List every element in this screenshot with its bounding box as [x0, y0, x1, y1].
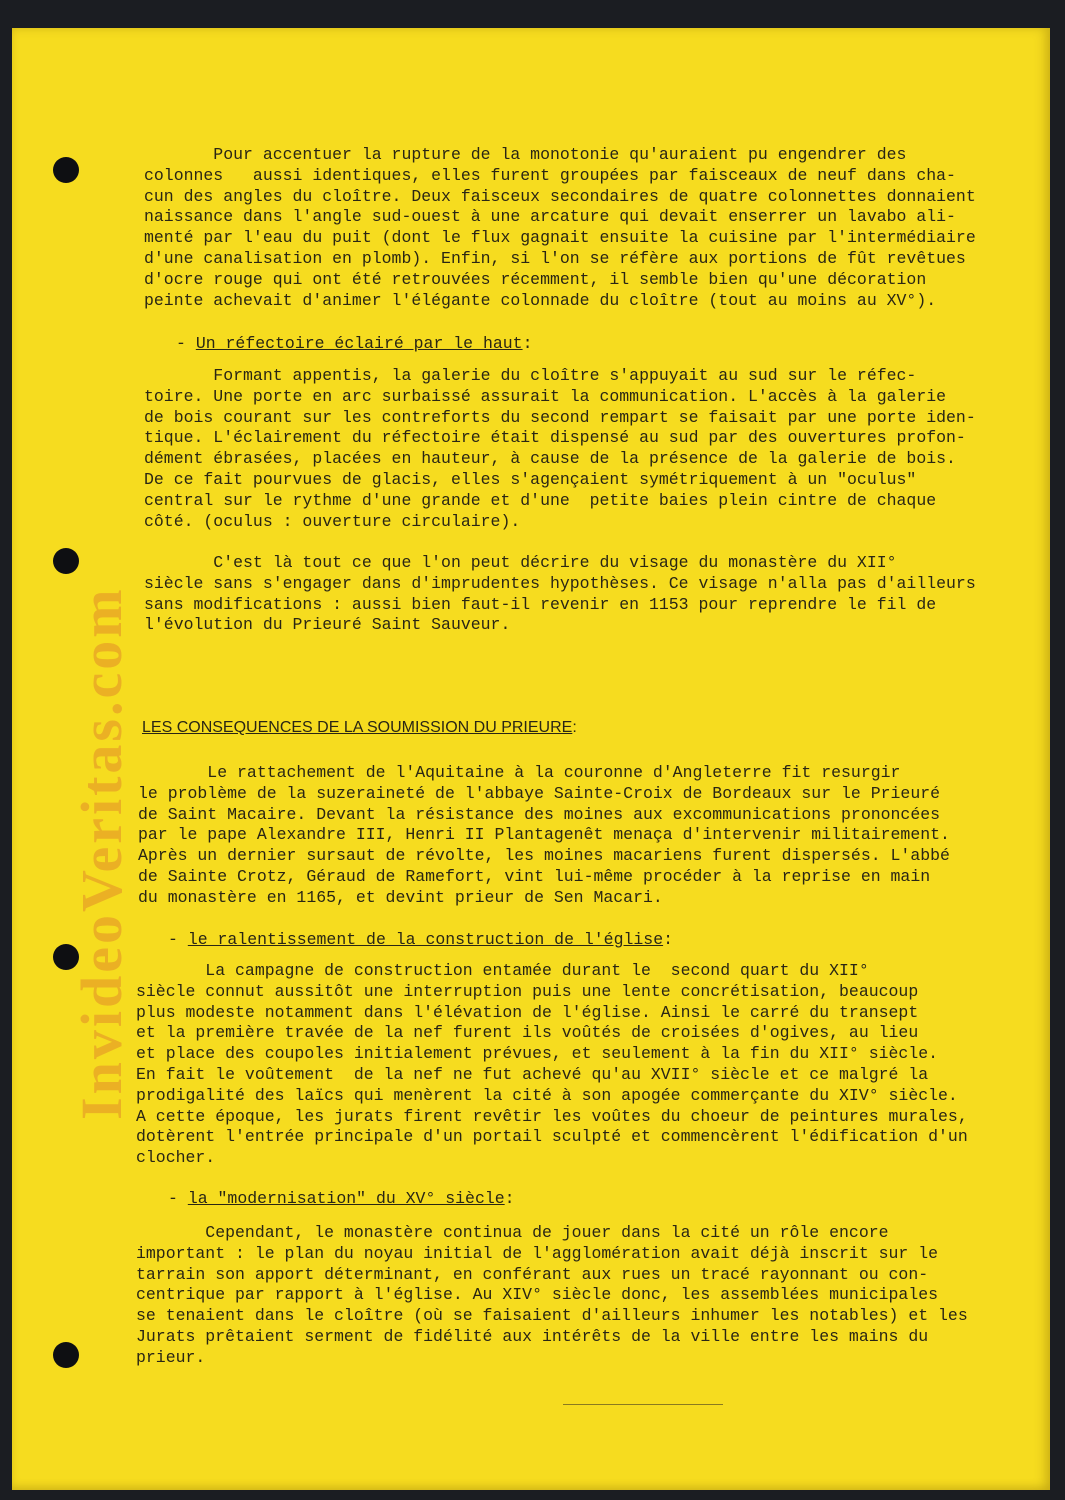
heading-modernisation-text: la "modernisation" du XV° siècle	[187, 1189, 505, 1208]
paragraph-cependant: Cependant, le monastère continua de jouer dans la cité un rôle encore important : le plan du noyau initial de l'agglomération avait déjà inscrit sur le tarrain son apport déterminant, en conférant aux rues un tracé rayonnant ou con- centrique par rapport à l'église. Au XIV° siècle donc, les assemblées municipales se tenaient dans le cloître (où se faisaient d'ailleurs inhumer les notables) et les Jurats prêtaient serment de fidélité aux intérêts de la ville entre les mains du prieur.	[136, 1223, 968, 1367]
closing-rule	[563, 1404, 723, 1405]
heading-ralentissement: - le ralentissement de la construction de l'église:	[168, 930, 673, 949]
heading-consequences: LES CONSEQUENCES DE LA SOUMISSION DU PRIEURE:	[142, 719, 577, 736]
paragraph-cloitre: Pour accentuer la rupture de la monotonie qu'auraient pu engendrer des colonnes aussi identiques, elles furent groupées par faisceaux de neuf dans cha- cun des angles du cloître. Deux faisceux secondaires de quatre colonnettes donnaient naissance dans l'angle sud-ouest à une arcature qui devait enserrer un lavabo ali- menté par l'eau du puit (dont le flux gagnait ensuite la cuisine par l'intermédiaire d'une canalisation en plomb). Enfin, si l'on se réfère aux portions de fût revêtues d'ocre rouge qui ont été retrouvées récemment, il semble bien qu'une décoration peinte achevait d'animer l'élégante colonnade du cloître (tout au moins au XV°).	[144, 145, 976, 310]
heading-modernisation: - la "modernisation" du XV° siècle:	[168, 1189, 515, 1208]
paragraph-refectoire: Formant appentis, la galerie du cloître s'appuyait au sud sur le réfec- toire. Une porte en arc surbaissé assurait la communication. L'accès à la galerie de bois courant sur les contreforts du second rempart se faisait par une porte iden- tique. L'éclairement du réfectoire était dispensé au sud par des ouvertures profon- dément ébrasées, placées en hauteur, à cause de la présence de la galerie de bois. De ce fait pourvues de glacis, elles s'agençaient symétriquement à un "oculus" central sur le rythme d'une grande et d'une petite baies plein cintre de chaque côté. (oculus : ouverture circulaire).	[144, 366, 976, 531]
paragraph-visage: C'est là tout ce que l'on peut décrire du visage du monastère du XII° siècle sans s'engager dans d'imprudentes hypothèses. Ce visage n'alla pas d'ailleurs sans modifications : aussi bien faut-il revenir en 1153 pour reprendre le fil de l'évolution du Prieuré Saint Sauveur.	[144, 553, 976, 635]
paragraph-rattachement: Le rattachement de l'Aquitaine à la couronne d'Angleterre fit resurgir le problème de la suzeraineté de l'abbaye Sainte-Croix de Bordeaux sur le Prieuré de Saint Macaire. Devant la résistance des moines aux excommunications prononcées par le pape Alexandre III, Henri II Plantagenêt menaça d'intervenir militairement. Après un dernier sursaut de révolte, les moines macariens furent dispersés. L'abbé de Sainte Crotz, Géraud de Ramefort, vint lui-même procéder à la reprise en main du monastère en 1165, et devint prieur de Sen Macari.	[138, 763, 950, 907]
heading-refectoire-text: Un réfectoire éclairé par le haut	[195, 334, 523, 353]
heading-consequences-text: LES CONSEQUENCES DE LA SOUMISSION DU PRIEURE	[142, 719, 573, 736]
paragraph-campagne: La campagne de construction entamée durant le second quart du XII° siècle connut aussitôt une interruption puis une lente concrétisation, beaucoup plus modeste notamment dans l'élévation de l'église. Ainsi le carré du transept et la première travée de la nef furent ils voûtés de croisées d'ogives, au lieu et place des coupoles initialement prévues, et seulement à la fin du XII° siècle. En fait le voûtement de la nef ne fut achevé qu'au XVII° siècle et ce malgré la prodigalité des laïcs qui menèrent la cité à son apogée commerçante du XIV° siècle. A cette époque, les jurats firent revêtir les voûtes du choeur de peintures murales, dotèrent l'entrée principale d'un portail sculpté et commencèrent l'édification d'un clocher.	[136, 961, 968, 1168]
heading-ralentissement-text: le ralentissement de la construction de l'église	[187, 930, 664, 949]
heading-refectoire: - Un réfectoire éclairé par le haut:	[176, 334, 533, 353]
watermark: InvideoVeritas.com	[69, 586, 134, 1120]
